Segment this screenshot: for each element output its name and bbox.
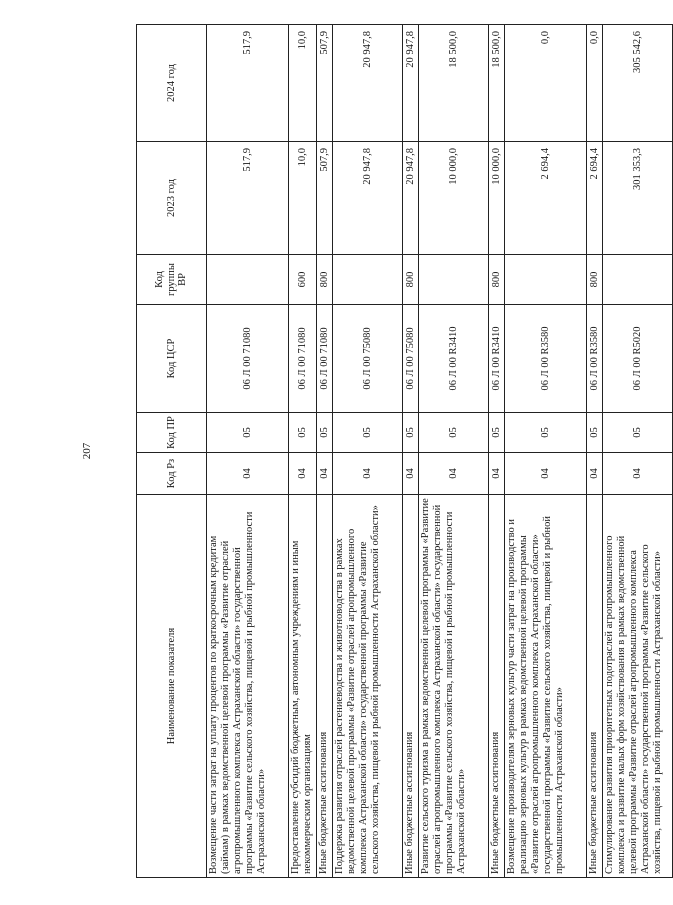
cell-vr: 800 bbox=[489, 255, 505, 305]
cell-rz: 04 bbox=[207, 453, 289, 495]
cell-2023: 507,9 bbox=[317, 142, 333, 255]
table-row bbox=[489, 25, 505, 878]
cell-2023: 10 000,0 bbox=[419, 142, 489, 255]
cell-name: Стимулирование развития приоритетных подотраслей агропромышленного комплекса и развитие малых форм хозяйствования в рамках ведомственной целевой программы «Развитие отраслей агропромышленного комплекса Астраханской области» государственной программы «Развитие сельского хозяйства, пищевой и рыбной промышленности Астраханской области» bbox=[603, 495, 673, 878]
cell-vr bbox=[207, 255, 289, 305]
cell-2023: 20 947,8 bbox=[333, 142, 403, 255]
cell-name: Иные бюджетные ассигнования bbox=[489, 495, 505, 878]
cell-pr: 05 bbox=[207, 413, 289, 453]
cell-2024: 0,0 bbox=[505, 25, 587, 142]
cell-rz: 04 bbox=[587, 453, 603, 495]
cell-csr: 06 Л 00 71080 bbox=[289, 305, 317, 413]
cell-csr: 06 Л 00 71080 bbox=[317, 305, 333, 413]
cell-2024: 20 947,8 bbox=[403, 25, 419, 142]
cell-vr bbox=[603, 255, 673, 305]
cell-2023: 2 694,4 bbox=[505, 142, 587, 255]
header-vr: Код группы ВР bbox=[137, 255, 207, 305]
cell-rz: 04 bbox=[317, 453, 333, 495]
cell-2024: 18 500,0 bbox=[489, 25, 505, 142]
cell-vr: 800 bbox=[317, 255, 333, 305]
cell-name: Возмещение производителям зерновых культур части затрат на производство и реализацию зерновых культур в рамках ведомственной целевой программы «Развитие отраслей агропромышленного комплекса Астраханской области» государственной программы «Развитие сельского хозяйства, пищевой и рыбной промышленности Астраханской области» bbox=[505, 495, 587, 878]
cell-name: Иные бюджетные ассигнования bbox=[317, 495, 333, 878]
header-csr: Код ЦСР bbox=[137, 305, 207, 413]
cell-2023: 10 000,0 bbox=[489, 142, 505, 255]
cell-csr: 06 Л 00 R3580 bbox=[505, 305, 587, 413]
cell-csr: 06 Л 00 R3410 bbox=[489, 305, 505, 413]
table-row bbox=[603, 25, 673, 878]
cell-rz: 04 bbox=[419, 453, 489, 495]
cell-rz: 04 bbox=[333, 453, 403, 495]
cell-2023: 517,9 bbox=[207, 142, 289, 255]
cell-rz: 04 bbox=[603, 453, 673, 495]
table-row bbox=[587, 25, 603, 878]
table-header-row bbox=[137, 25, 207, 878]
cell-vr: 600 bbox=[289, 255, 317, 305]
cell-csr: 06 Л 00 75080 bbox=[333, 305, 403, 413]
cell-rz: 04 bbox=[505, 453, 587, 495]
table-row bbox=[419, 25, 489, 878]
page-number: 207 bbox=[81, 442, 93, 460]
header-pr: Код ПР bbox=[137, 413, 207, 453]
cell-pr: 05 bbox=[489, 413, 505, 453]
cell-2023: 2 694,4 bbox=[587, 142, 603, 255]
cell-vr bbox=[333, 255, 403, 305]
table-row bbox=[333, 25, 403, 878]
cell-csr: 06 Л 00 R3410 bbox=[419, 305, 489, 413]
cell-rz: 04 bbox=[289, 453, 317, 495]
cell-vr bbox=[419, 255, 489, 305]
cell-2024: 517,9 bbox=[207, 25, 289, 142]
header-2024: 2024 год bbox=[137, 25, 207, 142]
cell-2024: 507,9 bbox=[317, 25, 333, 142]
cell-csr: 06 Л 00 R3580 bbox=[587, 305, 603, 413]
rotated-table-container bbox=[136, 25, 663, 878]
cell-vr: 800 bbox=[403, 255, 419, 305]
cell-csr: 06 Л 00 75080 bbox=[403, 305, 419, 413]
cell-name: Поддержка развития отраслей растениеводства и животноводства в рамках ведомственной целевой программы «Развитие отраслей агропромышленного комплекса Астраханской области» государственной программы «Развитие сельского хозяйства, пищевой и рыбной промышленности Астраханской области» bbox=[333, 495, 403, 878]
table-row bbox=[317, 25, 333, 878]
table-row bbox=[207, 25, 289, 878]
cell-rz: 04 bbox=[489, 453, 505, 495]
cell-pr: 05 bbox=[419, 413, 489, 453]
header-rz: Код Рз bbox=[137, 453, 207, 495]
cell-2024: 18 500,0 bbox=[419, 25, 489, 142]
header-2023: 2023 год bbox=[137, 142, 207, 255]
cell-name: Развитие сельского туризма в рамках ведомственной целевой программы «Развитие отраслей агропромышленного комплекса Астраханской области» государственной программы «Развитие сельского хозяйства, пищевой и рыбной промышленности Астраханской области» bbox=[419, 495, 489, 878]
cell-2024: 305 542,6 bbox=[603, 25, 673, 142]
cell-pr: 05 bbox=[505, 413, 587, 453]
cell-name: Иные бюджетные ассигнования bbox=[403, 495, 419, 878]
cell-name: Возмещение части затрат на уплату процентов по краткосрочным кредитам (займам) в рамках ведомственной целевой программы «Развитие отраслей агропромышленного комплекса Астраханской области» государственной программы «Развитие сельского хозяйства, пищевой и рыбной промышленности Астраханской области» bbox=[207, 495, 289, 878]
cell-name: Предоставление субсидий бюджетным, автономным учреждениям и иным некоммерческим организациям bbox=[289, 495, 317, 878]
cell-csr: 06 Л 00 R5020 bbox=[603, 305, 673, 413]
cell-2024: 10,0 bbox=[289, 25, 317, 142]
cell-rz: 04 bbox=[403, 453, 419, 495]
cell-vr: 800 bbox=[587, 255, 603, 305]
cell-pr: 05 bbox=[289, 413, 317, 453]
cell-pr: 05 bbox=[587, 413, 603, 453]
cell-name: Иные бюджетные ассигнования bbox=[587, 495, 603, 878]
cell-2023: 301 353,3 bbox=[603, 142, 673, 255]
cell-pr: 05 bbox=[603, 413, 673, 453]
budget-table bbox=[136, 24, 673, 878]
cell-2023: 20 947,8 bbox=[403, 142, 419, 255]
cell-2024: 0,0 bbox=[587, 25, 603, 142]
cell-2023: 10,0 bbox=[289, 142, 317, 255]
table-row bbox=[505, 25, 587, 878]
cell-pr: 05 bbox=[333, 413, 403, 453]
header-name: Наименование показателя bbox=[137, 495, 207, 878]
cell-csr: 06 Л 00 71080 bbox=[207, 305, 289, 413]
table-row bbox=[289, 25, 317, 878]
cell-vr bbox=[505, 255, 587, 305]
cell-pr: 05 bbox=[317, 413, 333, 453]
cell-pr: 05 bbox=[403, 413, 419, 453]
table-row bbox=[403, 25, 419, 878]
cell-2024: 20 947,8 bbox=[333, 25, 403, 142]
